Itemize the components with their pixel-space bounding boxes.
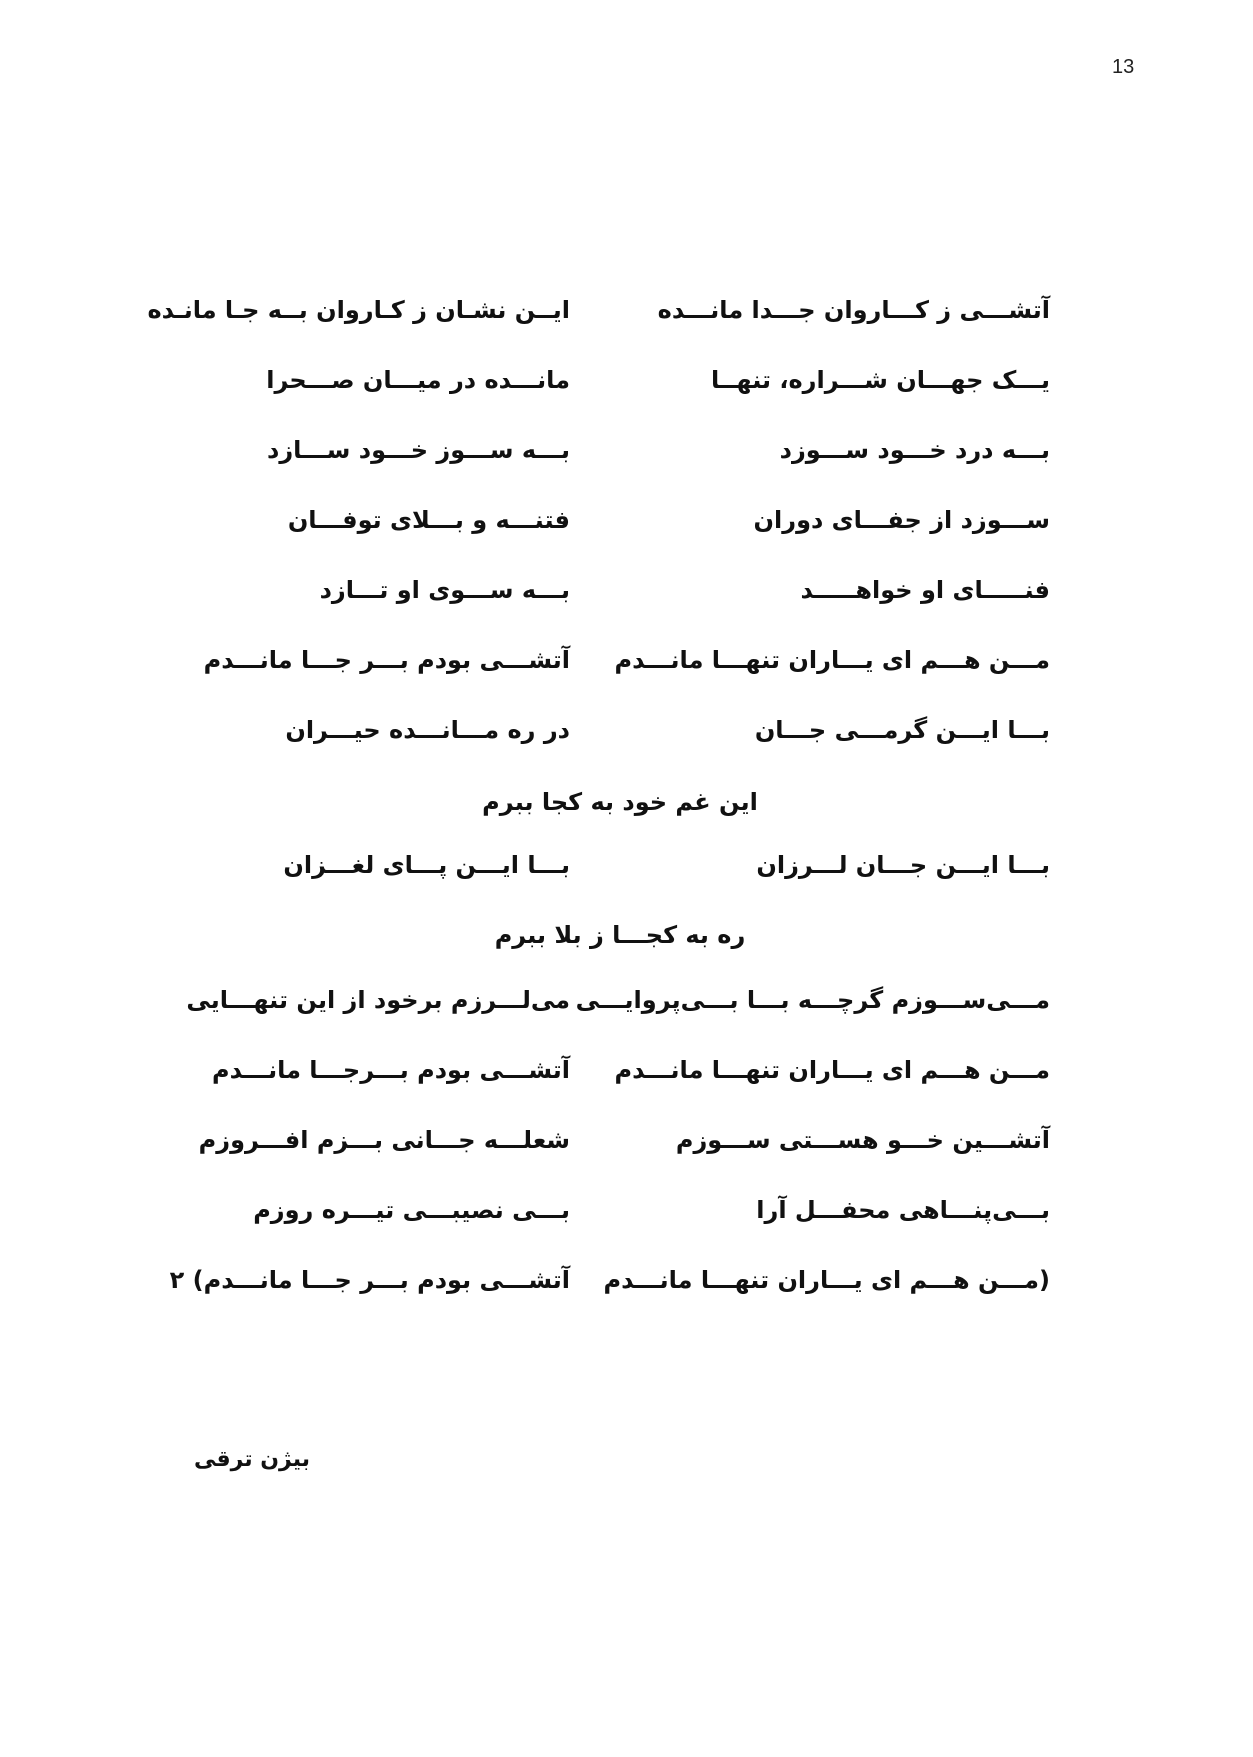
- hemistich-left: بـــا ایـــن پـــای لغـــزان: [283, 851, 570, 879]
- couplet: [190, 845, 1050, 885]
- hemistich-left: می‌لـــرزم برخود از این تنهـــایی: [186, 986, 570, 1014]
- hemistich-left: مانـــده در میـــان صـــحرا: [266, 366, 570, 394]
- refrain-line: ره به کجـــا ز بلا ببرم: [494, 921, 746, 949]
- hemistich-right: ســـوزد از جفـــای دوران: [753, 506, 1050, 534]
- hemistich-right: مـــی‌ســـوزم گرچـــه بـــا بـــی‌پروایـــی: [575, 986, 1050, 1014]
- hemistich-right: یـــک جهـــان شـــراره، تنهــا: [710, 366, 1050, 394]
- hemistich-left: در ره مـــانـــده حیـــران: [285, 716, 570, 744]
- hemistich-left: آتشـــی بودم بـــرجـــا مانـــدم: [212, 1056, 570, 1084]
- hemistich-right: (مـــن هـــم ای یـــاران تنهـــا مانـــدم: [603, 1266, 1050, 1294]
- hemistich-right: مـــن هـــم ای یـــاران تنهـــا مانـــدم: [614, 1056, 1050, 1084]
- couplet: [190, 430, 1050, 470]
- author-signature: بیژن ترقی: [194, 1447, 310, 1472]
- couplet: [186, 980, 1050, 1020]
- couplet: [169, 1260, 1050, 1300]
- hemistich-right: آتشـــین خـــو هســـتی ســـوزم: [675, 1126, 1050, 1154]
- hemistich-right: مـــن هـــم ای یـــاران تنهـــا مانـــدم: [614, 646, 1050, 674]
- hemistich-right: بـــا ایـــن گرمـــی جـــان: [754, 716, 1050, 744]
- hemistich-right: فنـــــای او خواهـــــد: [800, 576, 1050, 604]
- hemistich-right: بـــا ایـــن جـــان لـــرزان: [756, 851, 1050, 879]
- hemistich-left: بـــه ســـوی او تـــازد: [319, 576, 570, 604]
- couplet: [190, 1050, 1050, 1090]
- refrain-line: این غم خود به کجا ببرم: [482, 788, 758, 816]
- hemistich-left: شعلـــه جـــانی بـــزم افـــروزم: [198, 1126, 570, 1154]
- page-number: 13: [1112, 56, 1135, 78]
- couplet: [190, 640, 1050, 680]
- couplet: [190, 1190, 1050, 1230]
- couplet: [190, 1120, 1050, 1160]
- hemistich-left: آتشـــی بودم بـــر جـــا مانـــدم) ۲: [169, 1266, 570, 1294]
- hemistich-left: آتشـــی بودم بـــر جـــا مانـــدم: [203, 646, 570, 674]
- hemistich-left: ایــن نشـان ز کـاروان بــه جـا مانـده: [147, 296, 570, 324]
- hemistich-right: آتشـــی ز کـــاروان جـــدا مانـــده: [657, 296, 1050, 324]
- hemistich-left: بـــی نصیبـــی تیـــره روزم: [253, 1196, 570, 1224]
- hemistich-right: بـــی‌پنـــاهی محفـــل آرا: [756, 1196, 1050, 1224]
- couplet: [190, 500, 1050, 540]
- couplet: [190, 360, 1050, 400]
- hemistich-left: فتنـــه و بـــلای توفـــان: [287, 506, 570, 534]
- couplet: [190, 570, 1050, 610]
- hemistich-left: بـــه ســـوز خـــود ســـازد: [267, 436, 570, 464]
- couplet: [147, 290, 1050, 330]
- couplet: [190, 710, 1050, 750]
- hemistich-right: بـــه درد خـــود ســـوزد: [779, 436, 1050, 464]
